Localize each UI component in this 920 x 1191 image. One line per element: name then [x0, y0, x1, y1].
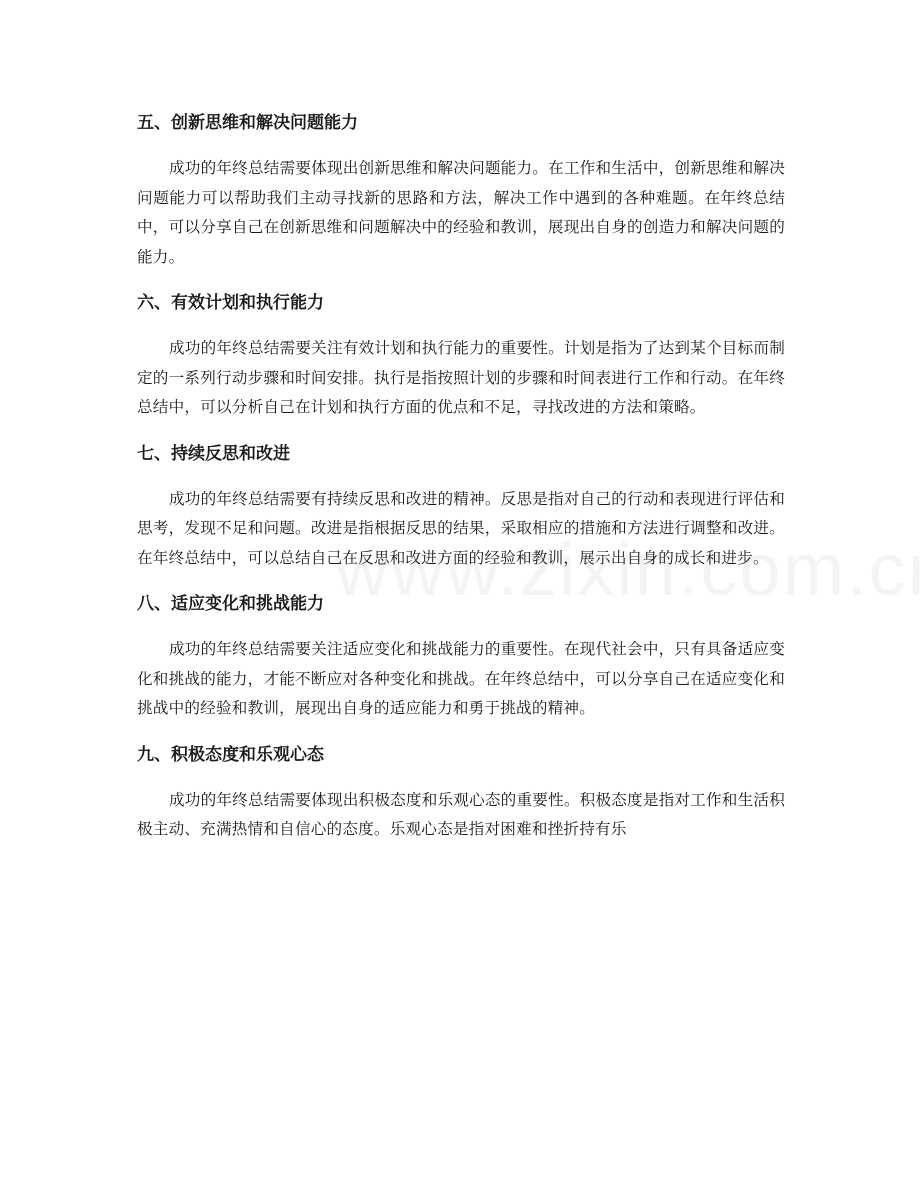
section-title-6: 六、有效计划和执行能力: [137, 293, 324, 313]
section-paragraph-9: 成功的年终总结需要体现出积极态度和乐观心态的重要性。积极态度是指对工作和生活积极主动、充满热情和自信心的态度。乐观心态是指对困难和挫折持有乐: [137, 790, 785, 838]
section-title-9: 九、积极态度和乐观心态: [137, 744, 324, 765]
section-paragraph-7: 成功的年终总结需要有持续反思和改进的精神。反思是指对自己的行动和表现进行评估和思考，发现不足和问题。改进是指根据反思的结果，采取相应的措施和方法进行调整和改进。在年终总结中，可以总结自己在反思和改进方面的经验和教训，展示出自身的成长和进步。: [137, 489, 785, 567]
section-paragraph-6: 成功的年终总结需要关注有效计划和执行能力的重要性。计划是指为了达到某个目标而制定的一系列行动步骤和时间安排。执行是指按照计划的步骤和时间表进行工作和行动。在年终总结中，可以分析自己在计划和执行方面的优点和不足，寻找改进的方法和策略。: [137, 339, 785, 416]
section-paragraph-5: 成功的年终总结需要体现出创新思维和解决问题能力。在工作和生活中，创新思维和解决问题能力可以帮助我们主动寻找新的思路和方法，解决工作中遇到的各种难题。在年终总结中，可以分享自己在创新思维和问题解决中的经验和教训，展现出自身的创造力和解决问题的能力。: [137, 159, 785, 266]
section-title-8: 八、适应变化和挑战能力: [137, 594, 324, 614]
section-paragraph-8: 成功的年终总结需要关注适应变化和挑战能力的重要性。在现代社会中，只有具备适应变化和挑战的能力，才能不断应对各种变化和挑战。在年终总结中，可以分享自己在适应变化和挑战中的经验和教训，展现出自身的适应能力和勇于挑战的精神。: [137, 640, 785, 717]
section-title-7: 七、持续反思和改进: [137, 443, 290, 464]
document-body: [137, 106, 785, 859]
section-title-5: 五、创新思维和解决问题能力: [137, 113, 358, 133]
